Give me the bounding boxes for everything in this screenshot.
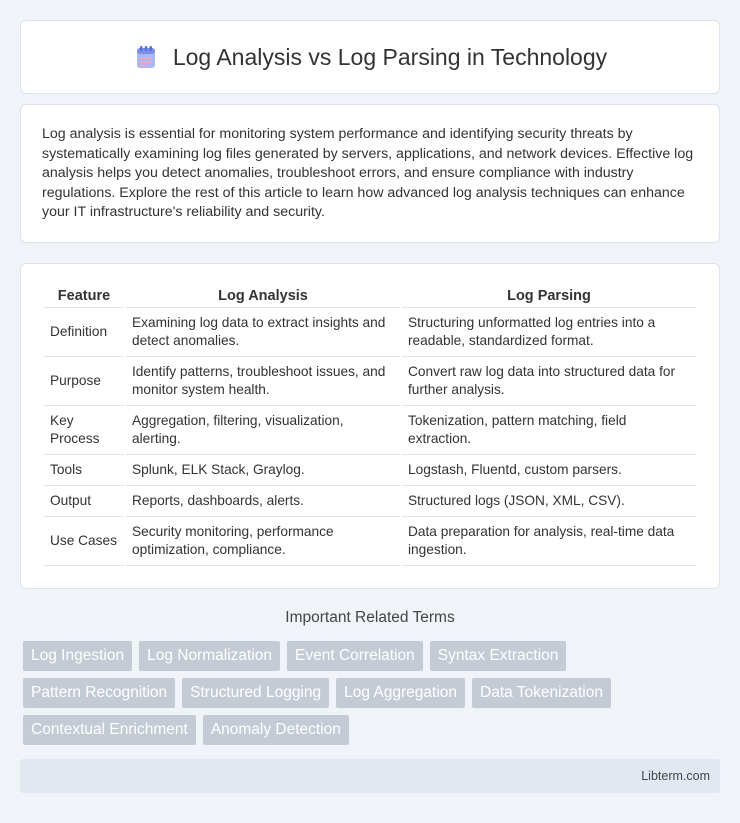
log-parsing-cell: Tokenization, pattern matching, field extraction. bbox=[402, 406, 696, 455]
header-feature: Feature bbox=[44, 284, 124, 308]
table-row bbox=[44, 406, 696, 455]
title-card bbox=[20, 20, 720, 94]
related-term-tag[interactable]: Log Aggregation bbox=[336, 678, 465, 708]
related-term-tag[interactable]: Event Correlation bbox=[287, 641, 423, 671]
feature-cell: Output bbox=[44, 486, 124, 517]
feature-cell: Purpose bbox=[44, 357, 124, 406]
intro-card bbox=[20, 104, 720, 243]
log-analysis-cell: Splunk, ELK Stack, Graylog. bbox=[126, 455, 400, 486]
log-analysis-cell: Security monitoring, performance optimization, compliance. bbox=[126, 517, 400, 566]
comparison-table-card bbox=[20, 263, 720, 589]
feature-cell: Key Process bbox=[44, 406, 124, 455]
header-log-analysis: Log Analysis bbox=[126, 284, 400, 308]
related-term-tag[interactable]: Contextual Enrichment bbox=[23, 715, 196, 745]
table-row bbox=[44, 486, 696, 517]
page-title: Log Analysis vs Log Parsing in Technology bbox=[172, 43, 608, 70]
log-parsing-cell: Data preparation for analysis, real-time data ingestion. bbox=[402, 517, 696, 566]
comparison-table bbox=[42, 284, 698, 566]
related-term-tag[interactable]: Log Normalization bbox=[139, 641, 280, 671]
header-log-parsing: Log Parsing bbox=[402, 284, 696, 308]
notepad-icon bbox=[133, 44, 159, 70]
log-analysis-cell: Aggregation, filtering, visualization, alerting. bbox=[126, 406, 400, 455]
related-terms-title: Important Related Terms bbox=[285, 609, 455, 626]
tag-row bbox=[23, 715, 723, 745]
feature-cell: Use Cases bbox=[44, 517, 124, 566]
log-analysis-cell: Reports, dashboards, alerts. bbox=[126, 486, 400, 517]
related-terms-list bbox=[23, 641, 723, 752]
log-parsing-cell: Structuring unformatted log entries into a readable, standardized format. bbox=[402, 308, 696, 357]
footer bbox=[20, 759, 720, 793]
tag-row bbox=[23, 641, 723, 671]
table-row bbox=[44, 517, 696, 566]
log-parsing-cell: Convert raw log data into structured data for further analysis. bbox=[402, 357, 696, 406]
table-row bbox=[44, 357, 696, 406]
feature-cell: Definition bbox=[44, 308, 124, 357]
related-term-tag[interactable]: Log Ingestion bbox=[23, 641, 132, 671]
table-row bbox=[44, 308, 696, 357]
related-term-tag[interactable]: Syntax Extraction bbox=[430, 641, 567, 671]
related-term-tag[interactable]: Pattern Recognition bbox=[23, 678, 175, 708]
table-header-row bbox=[44, 284, 696, 308]
related-term-tag[interactable]: Structured Logging bbox=[182, 678, 329, 708]
related-term-tag[interactable]: Data Tokenization bbox=[472, 678, 611, 708]
log-analysis-cell: Examining log data to extract insights and detect anomalies. bbox=[126, 308, 400, 357]
feature-cell: Tools bbox=[44, 455, 124, 486]
related-term-tag[interactable]: Anomaly Detection bbox=[203, 715, 349, 745]
table-row bbox=[44, 455, 696, 486]
tag-row bbox=[23, 678, 723, 708]
log-parsing-cell: Logstash, Fluentd, custom parsers. bbox=[402, 455, 696, 486]
log-analysis-cell: Identify patterns, troubleshoot issues, and monitor system health. bbox=[126, 357, 400, 406]
footer-site-link[interactable]: Libterm.com bbox=[641, 769, 710, 783]
log-parsing-cell: Structured logs (JSON, XML, CSV). bbox=[402, 486, 696, 517]
intro-text: Log analysis is essential for monitoring system performance and identifying security threats by systematically examining log files generated by servers, applications, and network devices. Effective log analysis helps you detect anomalies, troubleshoot errors, and ensure compliance with industry regulations. Explore the rest of this article to learn how advanced log analysis techniques can enhance your IT infrastructure's reliability and security. bbox=[42, 126, 694, 220]
